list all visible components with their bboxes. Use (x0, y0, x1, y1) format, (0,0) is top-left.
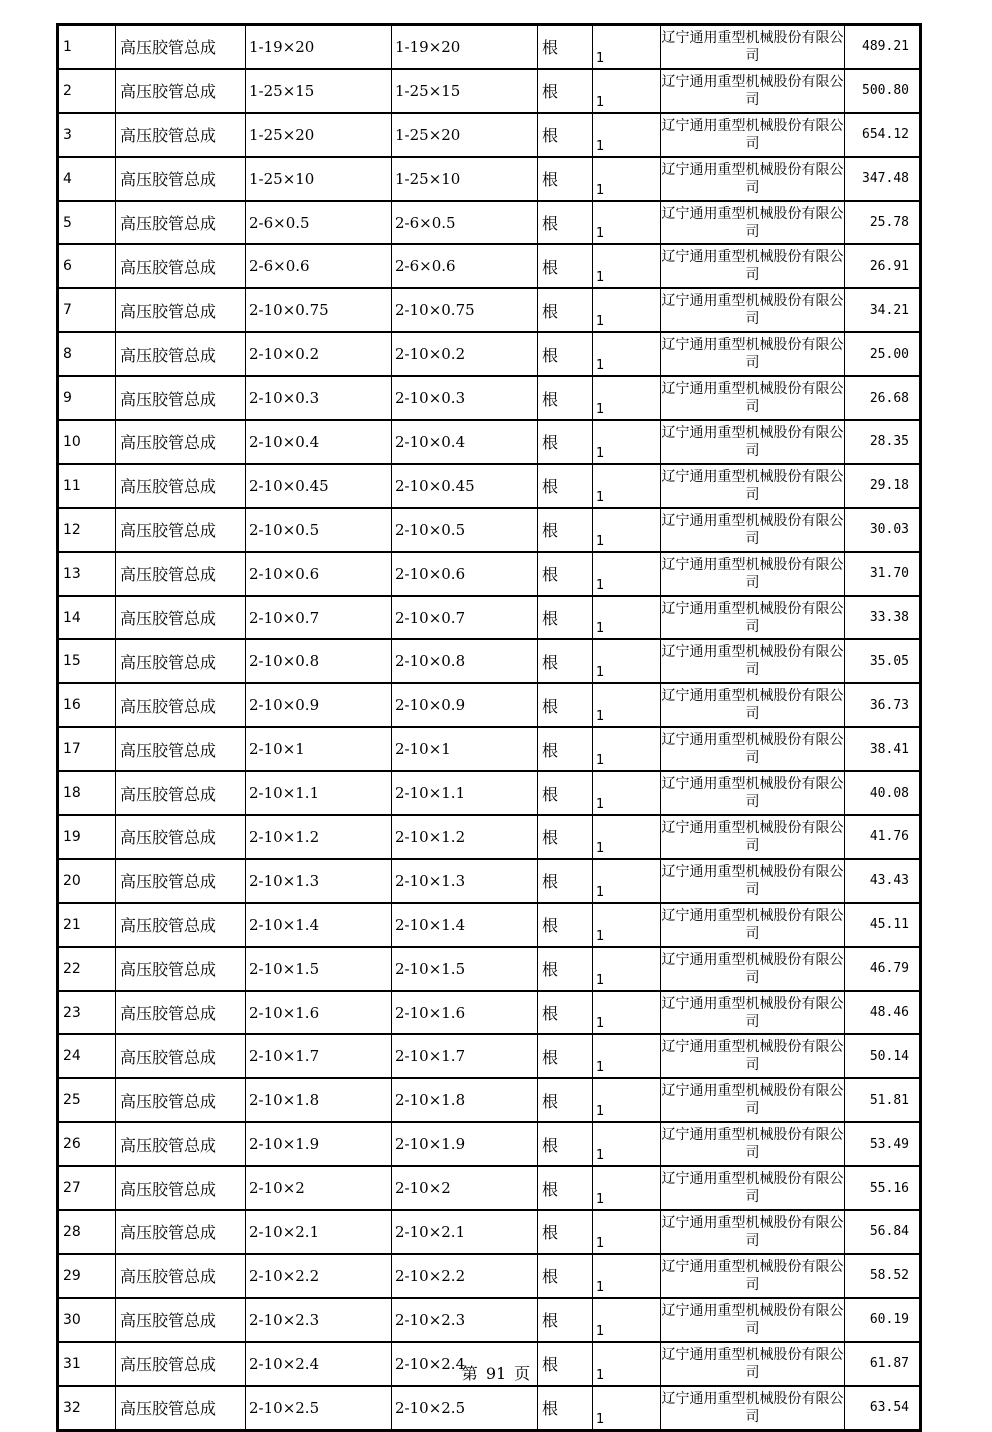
item-manufacturer: 辽宁通用重型机械股份有限公司 (661, 420, 845, 464)
item-price: 30.03 (845, 508, 921, 552)
item-price: 43.43 (845, 859, 921, 903)
table-row (58, 639, 921, 683)
table-row (58, 1034, 921, 1078)
item-model: 2-10×2.5 (392, 1386, 538, 1430)
row-number: 30 (58, 1298, 116, 1342)
item-model: 2-10×1 (392, 727, 538, 771)
item-manufacturer: 辽宁通用重型机械股份有限公司 (661, 1122, 845, 1166)
item-spec: 2-10×1.4 (246, 903, 392, 947)
item-unit: 根 (538, 727, 593, 771)
item-spec: 2-10×2 (246, 1166, 392, 1210)
item-name: 高压胶管总成 (116, 464, 246, 508)
price-table (56, 23, 922, 1432)
item-price: 654.12 (845, 113, 921, 157)
row-number: 15 (58, 639, 116, 683)
item-spec: 2-10×1.1 (246, 771, 392, 815)
row-number: 23 (58, 991, 116, 1035)
item-spec: 2-10×1.7 (246, 1034, 392, 1078)
item-price: 63.54 (845, 1386, 921, 1430)
item-name: 高压胶管总成 (116, 815, 246, 859)
item-model: 2-6×0.5 (392, 201, 538, 245)
item-unit: 根 (538, 771, 593, 815)
page-footer (0, 1361, 992, 1384)
item-model: 2-10×1.6 (392, 991, 538, 1035)
item-quantity: 1 (593, 288, 661, 332)
item-name: 高压胶管总成 (116, 288, 246, 332)
item-quantity: 1 (593, 1254, 661, 1298)
table-row (58, 25, 921, 69)
item-price: 56.84 (845, 1210, 921, 1254)
item-spec: 2-10×0.4 (246, 420, 392, 464)
item-unit: 根 (538, 332, 593, 376)
item-quantity: 1 (593, 815, 661, 859)
item-quantity: 1 (593, 1122, 661, 1166)
item-name: 高压胶管总成 (116, 639, 246, 683)
item-quantity: 1 (593, 244, 661, 288)
item-price: 31.70 (845, 552, 921, 596)
item-manufacturer: 辽宁通用重型机械股份有限公司 (661, 552, 845, 596)
row-number: 27 (58, 1166, 116, 1210)
item-manufacturer: 辽宁通用重型机械股份有限公司 (661, 1298, 845, 1342)
row-number: 28 (58, 1210, 116, 1254)
item-manufacturer: 辽宁通用重型机械股份有限公司 (661, 25, 845, 69)
row-number: 32 (58, 1386, 116, 1430)
item-manufacturer: 辽宁通用重型机械股份有限公司 (661, 1386, 845, 1430)
item-model: 2-10×2.1 (392, 1210, 538, 1254)
item-quantity: 1 (593, 991, 661, 1035)
item-price: 36.73 (845, 683, 921, 727)
item-unit: 根 (538, 639, 593, 683)
item-spec: 2-10×1.5 (246, 947, 392, 991)
item-spec: 1-25×10 (246, 157, 392, 201)
item-price: 48.46 (845, 991, 921, 1035)
item-name: 高压胶管总成 (116, 244, 246, 288)
table-row (58, 1122, 921, 1166)
row-number: 6 (58, 244, 116, 288)
item-spec: 2-10×0.5 (246, 508, 392, 552)
item-unit: 根 (538, 25, 593, 69)
row-number: 24 (58, 1034, 116, 1078)
item-spec: 2-10×2.5 (246, 1386, 392, 1430)
item-model: 2-10×2.4 (392, 1342, 538, 1386)
row-number: 20 (58, 859, 116, 903)
row-number: 21 (58, 903, 116, 947)
item-manufacturer: 辽宁通用重型机械股份有限公司 (661, 1254, 845, 1298)
table-row (58, 244, 921, 288)
item-spec: 2-10×2.3 (246, 1298, 392, 1342)
item-model: 2-10×1.5 (392, 947, 538, 991)
item-manufacturer: 辽宁通用重型机械股份有限公司 (661, 991, 845, 1035)
item-unit: 根 (538, 1122, 593, 1166)
item-spec: 2-10×1 (246, 727, 392, 771)
table-row (58, 1254, 921, 1298)
item-unit: 根 (538, 508, 593, 552)
item-unit: 根 (538, 464, 593, 508)
item-model: 2-10×1.3 (392, 859, 538, 903)
item-price: 500.80 (845, 69, 921, 113)
item-name: 高压胶管总成 (116, 903, 246, 947)
item-manufacturer: 辽宁通用重型机械股份有限公司 (661, 1078, 845, 1122)
item-model: 2-10×0.7 (392, 596, 538, 640)
item-model: 2-10×0.8 (392, 639, 538, 683)
item-name: 高压胶管总成 (116, 552, 246, 596)
item-name: 高压胶管总成 (116, 157, 246, 201)
item-manufacturer: 辽宁通用重型机械股份有限公司 (661, 464, 845, 508)
item-spec: 2-10×0.6 (246, 552, 392, 596)
item-quantity: 1 (593, 1078, 661, 1122)
item-manufacturer: 辽宁通用重型机械股份有限公司 (661, 508, 845, 552)
item-model: 1-25×10 (392, 157, 538, 201)
table-row (58, 1210, 921, 1254)
item-quantity: 1 (593, 596, 661, 640)
item-model: 2-10×0.9 (392, 683, 538, 727)
item-unit: 根 (538, 113, 593, 157)
item-spec: 2-10×0.75 (246, 288, 392, 332)
item-spec: 2-10×1.3 (246, 859, 392, 903)
item-model: 2-10×0.45 (392, 464, 538, 508)
item-price: 40.08 (845, 771, 921, 815)
item-model: 2-10×0.3 (392, 376, 538, 420)
table-row (58, 157, 921, 201)
table-row (58, 376, 921, 420)
item-spec: 1-25×20 (246, 113, 392, 157)
item-quantity: 1 (593, 1342, 661, 1386)
item-spec: 2-10×2.4 (246, 1342, 392, 1386)
table-body (58, 25, 921, 1431)
item-manufacturer: 辽宁通用重型机械股份有限公司 (661, 683, 845, 727)
item-price: 489.21 (845, 25, 921, 69)
item-name: 高压胶管总成 (116, 1298, 246, 1342)
item-manufacturer: 辽宁通用重型机械股份有限公司 (661, 903, 845, 947)
item-manufacturer: 辽宁通用重型机械股份有限公司 (661, 69, 845, 113)
item-quantity: 1 (593, 464, 661, 508)
table-row (58, 1386, 921, 1430)
item-spec: 2-10×1.6 (246, 991, 392, 1035)
item-quantity: 1 (593, 201, 661, 245)
row-number: 18 (58, 771, 116, 815)
item-model: 1-25×20 (392, 113, 538, 157)
item-unit: 根 (538, 552, 593, 596)
table-row (58, 815, 921, 859)
item-price: 45.11 (845, 903, 921, 947)
item-model: 2-10×0.5 (392, 508, 538, 552)
item-spec: 2-10×0.9 (246, 683, 392, 727)
row-number: 1 (58, 25, 116, 69)
item-spec: 2-10×0.3 (246, 376, 392, 420)
item-name: 高压胶管总成 (116, 1034, 246, 1078)
table-row (58, 727, 921, 771)
item-model: 1-19×20 (392, 25, 538, 69)
item-model: 2-6×0.6 (392, 244, 538, 288)
item-spec: 2-10×0.7 (246, 596, 392, 640)
table-row (58, 288, 921, 332)
item-spec: 2-10×2.2 (246, 1254, 392, 1298)
item-name: 高压胶管总成 (116, 727, 246, 771)
item-name: 高压胶管总成 (116, 683, 246, 727)
row-number: 22 (58, 947, 116, 991)
item-unit: 根 (538, 1210, 593, 1254)
table-row (58, 596, 921, 640)
item-model: 2-10×1.9 (392, 1122, 538, 1166)
table-row (58, 683, 921, 727)
item-manufacturer: 辽宁通用重型机械股份有限公司 (661, 376, 845, 420)
item-price: 33.38 (845, 596, 921, 640)
item-manufacturer: 辽宁通用重型机械股份有限公司 (661, 1034, 845, 1078)
item-model: 2-10×1.4 (392, 903, 538, 947)
item-name: 高压胶管总成 (116, 69, 246, 113)
table-row (58, 552, 921, 596)
item-manufacturer: 辽宁通用重型机械股份有限公司 (661, 771, 845, 815)
item-model: 2-10×0.75 (392, 288, 538, 332)
item-name: 高压胶管总成 (116, 1166, 246, 1210)
item-unit: 根 (538, 1034, 593, 1078)
item-name: 高压胶管总成 (116, 420, 246, 464)
item-name: 高压胶管总成 (116, 1342, 246, 1386)
item-model: 2-10×0.2 (392, 332, 538, 376)
item-model: 2-10×2 (392, 1166, 538, 1210)
item-quantity: 1 (593, 771, 661, 815)
item-quantity: 1 (593, 903, 661, 947)
item-name: 高压胶管总成 (116, 1078, 246, 1122)
item-unit: 根 (538, 69, 593, 113)
item-manufacturer: 辽宁通用重型机械股份有限公司 (661, 859, 845, 903)
item-unit: 根 (538, 815, 593, 859)
item-quantity: 1 (593, 332, 661, 376)
item-price: 26.68 (845, 376, 921, 420)
item-price: 35.05 (845, 639, 921, 683)
item-price: 60.19 (845, 1298, 921, 1342)
item-unit: 根 (538, 947, 593, 991)
item-price: 51.81 (845, 1078, 921, 1122)
item-spec: 2-10×1.2 (246, 815, 392, 859)
table-row (58, 332, 921, 376)
item-unit: 根 (538, 859, 593, 903)
item-manufacturer: 辽宁通用重型机械股份有限公司 (661, 1210, 845, 1254)
row-number: 26 (58, 1122, 116, 1166)
item-manufacturer: 辽宁通用重型机械股份有限公司 (661, 1342, 845, 1386)
table-row (58, 420, 921, 464)
row-number: 4 (58, 157, 116, 201)
row-number: 16 (58, 683, 116, 727)
row-number: 5 (58, 201, 116, 245)
item-unit: 根 (538, 1254, 593, 1298)
item-quantity: 1 (593, 69, 661, 113)
page-suffix: 页 (514, 1364, 531, 1383)
item-spec: 1-19×20 (246, 25, 392, 69)
row-number: 11 (58, 464, 116, 508)
item-quantity: 1 (593, 859, 661, 903)
item-quantity: 1 (593, 1034, 661, 1078)
item-unit: 根 (538, 157, 593, 201)
item-unit: 根 (538, 376, 593, 420)
item-model: 2-10×0.4 (392, 420, 538, 464)
row-number: 7 (58, 288, 116, 332)
item-unit: 根 (538, 903, 593, 947)
row-number: 29 (58, 1254, 116, 1298)
table-row (58, 1078, 921, 1122)
item-manufacturer: 辽宁通用重型机械股份有限公司 (661, 201, 845, 245)
item-spec: 2-10×2.1 (246, 1210, 392, 1254)
item-spec: 2-10×1.8 (246, 1078, 392, 1122)
row-number: 3 (58, 113, 116, 157)
item-manufacturer: 辽宁通用重型机械股份有限公司 (661, 332, 845, 376)
row-number: 8 (58, 332, 116, 376)
item-price: 25.00 (845, 332, 921, 376)
item-model: 2-10×1.1 (392, 771, 538, 815)
item-manufacturer: 辽宁通用重型机械股份有限公司 (661, 815, 845, 859)
item-quantity: 1 (593, 376, 661, 420)
item-unit: 根 (538, 596, 593, 640)
item-spec: 2-6×0.6 (246, 244, 392, 288)
item-quantity: 1 (593, 639, 661, 683)
item-price: 25.78 (845, 201, 921, 245)
row-number: 10 (58, 420, 116, 464)
item-unit: 根 (538, 1342, 593, 1386)
item-spec: 2-10×0.2 (246, 332, 392, 376)
item-name: 高压胶管总成 (116, 1254, 246, 1298)
item-spec: 2-10×0.45 (246, 464, 392, 508)
item-manufacturer: 辽宁通用重型机械股份有限公司 (661, 596, 845, 640)
item-spec: 2-10×1.9 (246, 1122, 392, 1166)
item-name: 高压胶管总成 (116, 113, 246, 157)
item-name: 高压胶管总成 (116, 332, 246, 376)
item-unit: 根 (538, 1078, 593, 1122)
item-model: 2-10×1.7 (392, 1034, 538, 1078)
row-number: 2 (58, 69, 116, 113)
item-name: 高压胶管总成 (116, 1210, 246, 1254)
page-prefix: 第 (461, 1364, 478, 1383)
item-price: 55.16 (845, 1166, 921, 1210)
row-number: 13 (58, 552, 116, 596)
table-row (58, 903, 921, 947)
row-number: 25 (58, 1078, 116, 1122)
item-price: 46.79 (845, 947, 921, 991)
item-name: 高压胶管总成 (116, 859, 246, 903)
table-row (58, 1298, 921, 1342)
item-quantity: 1 (593, 113, 661, 157)
item-model: 1-25×15 (392, 69, 538, 113)
item-unit: 根 (538, 1298, 593, 1342)
item-quantity: 1 (593, 683, 661, 727)
item-price: 61.87 (845, 1342, 921, 1386)
item-model: 2-10×2.2 (392, 1254, 538, 1298)
table-row (58, 947, 921, 991)
row-number: 14 (58, 596, 116, 640)
item-quantity: 1 (593, 420, 661, 464)
item-unit: 根 (538, 991, 593, 1035)
item-quantity: 1 (593, 1298, 661, 1342)
table-row (58, 859, 921, 903)
item-manufacturer: 辽宁通用重型机械股份有限公司 (661, 288, 845, 332)
item-manufacturer: 辽宁通用重型机械股份有限公司 (661, 1166, 845, 1210)
table-row (58, 113, 921, 157)
item-price: 41.76 (845, 815, 921, 859)
table-row (58, 1166, 921, 1210)
item-quantity: 1 (593, 552, 661, 596)
item-name: 高压胶管总成 (116, 1386, 246, 1430)
item-name: 高压胶管总成 (116, 201, 246, 245)
item-unit: 根 (538, 420, 593, 464)
item-name: 高压胶管总成 (116, 376, 246, 420)
item-quantity: 1 (593, 1386, 661, 1430)
item-quantity: 1 (593, 25, 661, 69)
item-spec: 1-25×15 (246, 69, 392, 113)
item-model: 2-10×0.6 (392, 552, 538, 596)
table-row (58, 69, 921, 113)
item-name: 高压胶管总成 (116, 991, 246, 1035)
item-manufacturer: 辽宁通用重型机械股份有限公司 (661, 947, 845, 991)
table-row (58, 201, 921, 245)
item-model: 2-10×1.2 (392, 815, 538, 859)
item-price: 26.91 (845, 244, 921, 288)
item-name: 高压胶管总成 (116, 508, 246, 552)
item-price: 34.21 (845, 288, 921, 332)
item-price: 347.48 (845, 157, 921, 201)
item-unit: 根 (538, 288, 593, 332)
item-spec: 2-6×0.5 (246, 201, 392, 245)
item-name: 高压胶管总成 (116, 771, 246, 815)
table-row (58, 991, 921, 1035)
table-row (58, 508, 921, 552)
row-number: 31 (58, 1342, 116, 1386)
item-unit: 根 (538, 1386, 593, 1430)
item-name: 高压胶管总成 (116, 596, 246, 640)
page-number: 91 (485, 1364, 507, 1383)
item-unit: 根 (538, 683, 593, 727)
item-model: 2-10×1.8 (392, 1078, 538, 1122)
row-number: 12 (58, 508, 116, 552)
table-row (58, 464, 921, 508)
item-name: 高压胶管总成 (116, 1122, 246, 1166)
table-row (58, 771, 921, 815)
item-price: 53.49 (845, 1122, 921, 1166)
item-model: 2-10×2.3 (392, 1298, 538, 1342)
item-quantity: 1 (593, 1166, 661, 1210)
item-price: 38.41 (845, 727, 921, 771)
item-quantity: 1 (593, 1210, 661, 1254)
item-manufacturer: 辽宁通用重型机械股份有限公司 (661, 157, 845, 201)
item-unit: 根 (538, 201, 593, 245)
item-quantity: 1 (593, 947, 661, 991)
item-manufacturer: 辽宁通用重型机械股份有限公司 (661, 727, 845, 771)
item-manufacturer: 辽宁通用重型机械股份有限公司 (661, 113, 845, 157)
item-manufacturer: 辽宁通用重型机械股份有限公司 (661, 639, 845, 683)
item-price: 29.18 (845, 464, 921, 508)
row-number: 19 (58, 815, 116, 859)
item-price: 50.14 (845, 1034, 921, 1078)
item-quantity: 1 (593, 727, 661, 771)
item-price: 28.35 (845, 420, 921, 464)
item-name: 高压胶管总成 (116, 25, 246, 69)
item-price: 58.52 (845, 1254, 921, 1298)
item-unit: 根 (538, 1166, 593, 1210)
item-unit: 根 (538, 244, 593, 288)
item-quantity: 1 (593, 508, 661, 552)
row-number: 9 (58, 376, 116, 420)
item-manufacturer: 辽宁通用重型机械股份有限公司 (661, 244, 845, 288)
item-quantity: 1 (593, 157, 661, 201)
item-name: 高压胶管总成 (116, 947, 246, 991)
item-spec: 2-10×0.8 (246, 639, 392, 683)
row-number: 17 (58, 727, 116, 771)
